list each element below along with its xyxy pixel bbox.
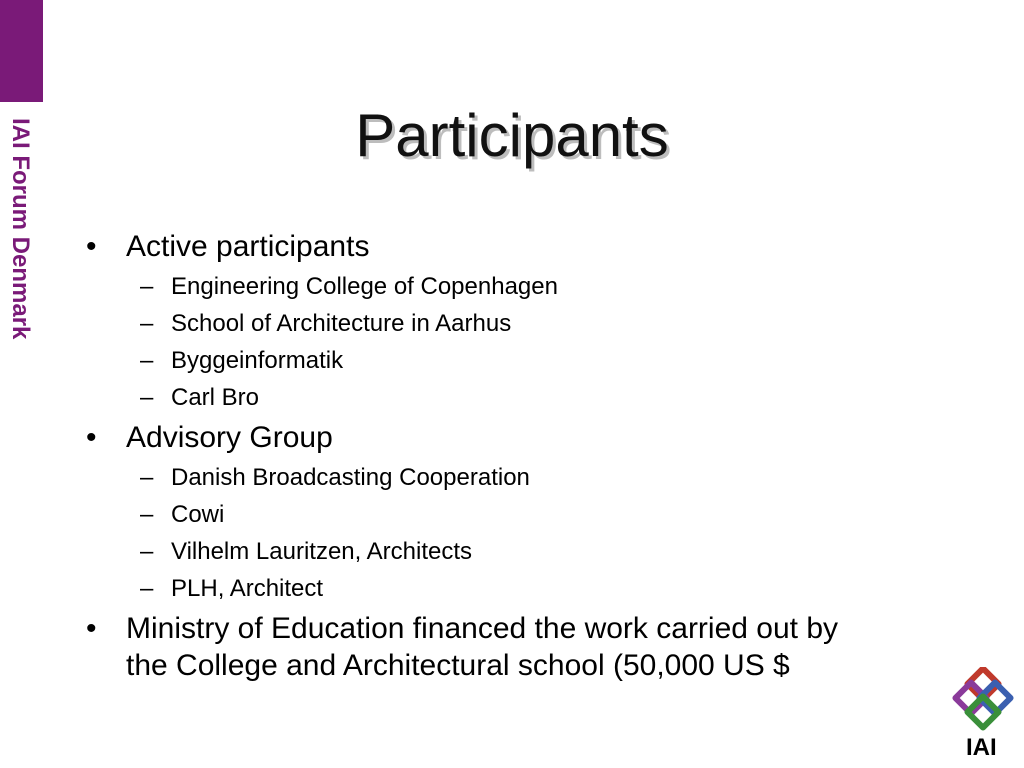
sub-bullet-item	[86, 463, 966, 493]
sub-bullet-marker: –	[140, 384, 154, 411]
sub-bullet-marker: –	[140, 273, 154, 300]
sub-bullet-marker: –	[140, 347, 154, 374]
sub-bullet-item	[86, 309, 966, 339]
bullet-text-line: the College and Architectural school (50,000 US $	[126, 649, 790, 682]
sub-bullet-text: Vilhelm Lauritzen, Architects	[171, 538, 473, 565]
bullet-marker: •	[86, 230, 97, 263]
bullet-text: Active participants	[126, 230, 370, 263]
sub-bullet-text: Engineering College of Copenhagen	[171, 273, 558, 300]
bullet-marker: •	[86, 421, 97, 454]
bullet-text-line: Ministry of Education financed the work carried out by	[126, 612, 839, 645]
bullet-marker: •	[86, 612, 97, 645]
sub-bullet-marker: –	[140, 310, 154, 337]
sub-bullet-text: Cowi	[171, 501, 225, 528]
sidebar-label-text: IAI Forum Denmark	[7, 118, 34, 340]
sub-bullet-marker: –	[140, 501, 154, 528]
logo-label: IAI	[966, 734, 997, 761]
sub-bullet-marker: –	[140, 538, 154, 565]
sub-bullet-text: Byggeinformatik	[171, 347, 344, 374]
sub-bullet-item	[86, 574, 966, 604]
sub-bullet-item	[86, 346, 966, 376]
bullet-item	[86, 228, 966, 265]
sub-bullet-item	[86, 272, 966, 302]
sub-bullet-item	[86, 537, 966, 567]
sub-bullet-item	[86, 383, 966, 413]
sub-bullet-marker: –	[140, 575, 154, 602]
bullet-item	[86, 419, 966, 456]
sub-bullet-text: Danish Broadcasting Cooperation	[171, 464, 530, 491]
bullet-item	[86, 610, 966, 684]
sub-bullet-marker: –	[140, 464, 154, 491]
slide-body	[86, 226, 966, 684]
sidebar-accent-block	[0, 0, 43, 102]
sub-bullet-text: PLH, Architect	[171, 575, 324, 602]
bullet-text: Advisory Group	[126, 421, 333, 454]
sub-bullet-text: School of Architecture in Aarhus	[171, 310, 512, 337]
slide-title: Participants	[355, 102, 669, 169]
sub-bullet-item	[86, 500, 966, 530]
iai-logo-knot-icon	[950, 667, 1024, 737]
sub-bullet-text: Carl Bro	[171, 384, 260, 411]
